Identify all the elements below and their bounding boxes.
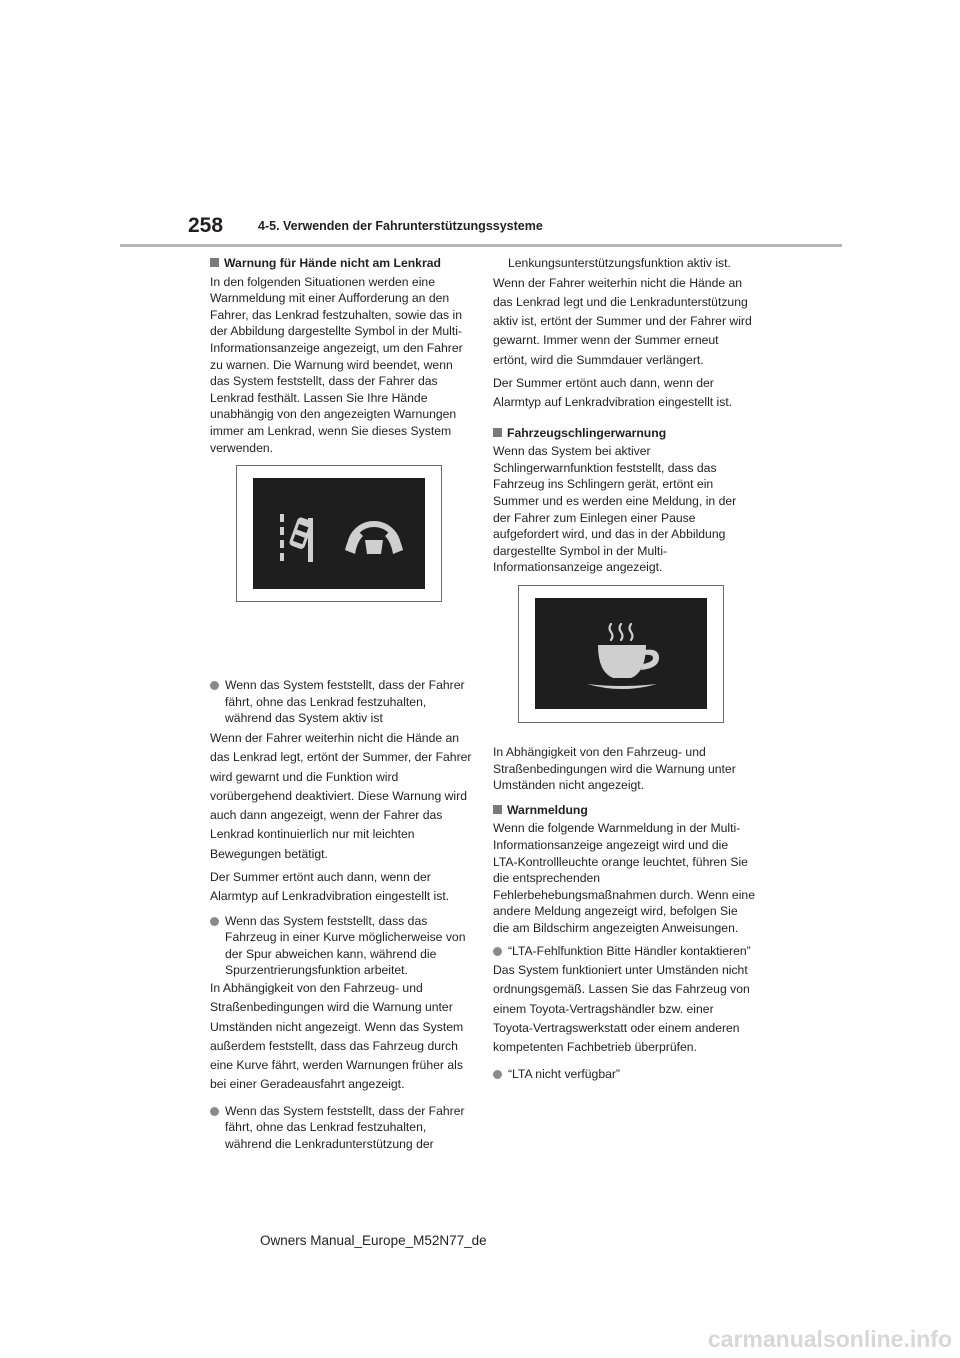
page-number: 258 xyxy=(188,214,224,237)
left-column xyxy=(210,255,472,1153)
display-screen xyxy=(535,598,707,709)
list-item xyxy=(493,1066,755,1083)
square-bullet-icon xyxy=(493,428,502,437)
list-item-text: Wenn das System feststellt, dass der Fahrer fährt, ohne das Lenkrad festzuhalten, während die Lenkradunterstützung der xyxy=(225,1103,465,1151)
round-bullet-icon xyxy=(210,1107,219,1116)
paragraph-continued: Lenkungsunterstützungsfunktion aktiv ist. xyxy=(508,256,731,270)
list-item xyxy=(210,1103,472,1153)
watermark: carmanualsonline.info xyxy=(707,1326,952,1352)
paragraph: In Abhängigkeit von den Fahrzeug- und Straßenbedingungen wird die Warnung unter Umständen nicht angezeigt. xyxy=(493,745,736,793)
paragraph: In Abhängigkeit von den Fahrzeug- und Straßenbedingungen wird die Warnung unter Umständen nicht angezeigt. Wenn das System außerdem feststellt, dass das Fahrzeug durch eine Kurve fährt, werden Warnungen früher als bei einer Geradeausfahrt angezeigt. xyxy=(210,980,464,1092)
header-divider xyxy=(120,244,842,247)
heading-text: Warnmeldung xyxy=(507,802,588,817)
square-bullet-icon xyxy=(210,258,219,267)
footer-document-id: Owners Manual_Europe_M52N77_de xyxy=(260,1233,487,1248)
list-item xyxy=(493,943,755,960)
list-item xyxy=(210,677,472,727)
round-bullet-icon xyxy=(210,681,219,690)
heading-warning-message xyxy=(493,802,755,819)
figure-hands-off-display xyxy=(236,465,442,602)
list-item-text: “LTA-Fehlfunktion Bitte Händler kontaktieren” xyxy=(508,943,751,958)
round-bullet-icon xyxy=(210,917,219,926)
section-title: 4-5. Verwenden der Fahrunterstützungssysteme xyxy=(258,219,543,233)
list-item-text: “LTA nicht verfügbar” xyxy=(508,1066,620,1081)
paragraph: Das System funktioniert unter Umständen nicht ordnungsgemäß. Lassen Sie das Fahrzeug von einem Toyota-Vertragshändler bzw. einer Toyota-Vertragswerkstatt oder einem anderen kompetenten Fachbetrieb überprüfen. xyxy=(493,963,750,1055)
round-bullet-icon xyxy=(493,947,502,956)
paragraph: Wenn das System bei aktiver Schlingerwarnfunktion feststellt, dass das Fahrzeug ins Schlingern gerät, ertönt ein Summer und es werden eine Meldung, in der der Fahrer zum Einlegen einer Pause aufgefordert wird, und das in der Abbildung dargestellte Symbol in der Multi-Informationsanzeige angezeigt. xyxy=(493,444,737,575)
figure-sway-warning-display xyxy=(518,585,724,723)
heading-text: Warnung für Hände nicht am Lenkrad xyxy=(224,256,441,270)
heading-text: Fahrzeugschlingerwarnung xyxy=(507,425,667,440)
square-bullet-icon xyxy=(493,805,502,814)
list-item xyxy=(210,913,472,979)
list-item-text: Wenn das System feststellt, dass das Fahrzeug in einer Kurve möglicherweise von der Spur abweichen kann, während die Spurzentrierungsfunktion arbeitet. xyxy=(225,913,466,978)
coffee-cup-icon xyxy=(535,598,707,709)
paragraph: Der Summer ertönt auch dann, wenn der Alarmtyp auf Lenkradvibration eingestellt ist. xyxy=(493,376,733,410)
intro-paragraph: In den folgenden Situationen werden eine Warnmeldung mit einer Aufforderung an den Fahrer, das Lenkrad festzuhalten, sowie das in der Abbildung dargestellte Symbol in der Multi-Informationsanzeige angezeigt, um den Fahrer zu warnen. Die Warnung wird beendet, wenn das System feststellt, dass der Fahrer das Lenkrad festhält. Lassen Sie Ihre Hände unabhängig von den angezeigten Warnungen immer am Lenkrad, wenn Sie dieses System verwenden. xyxy=(210,274,463,455)
steering-wheel-hands-icon xyxy=(253,478,425,589)
paragraph: Wenn der Fahrer weiterhin nicht die Hände an das Lenkrad legt und die Lenkradunterstützung aktiv ist, ertönt der Summer und der Fahrer wird gewarnt. Immer wenn der Summer erneut ertönt, wird die Summdauer verlängert. xyxy=(493,275,752,367)
paragraph: Wenn die folgende Warnmeldung in der Multi-Informationsanzeige angezeigt wird und die LTA-Kontrollleuchte orange leuchtet, führen Sie die entsprechenden Fehlerbehebungsmaßnahmen durch. Wenn eine andere Meldung angezeigt wird, befolgen Sie die am Bildschirm angezeigten Anweisungen. xyxy=(493,821,755,935)
round-bullet-icon xyxy=(493,1070,502,1079)
paragraph: Wenn der Fahrer weiterhin nicht die Hände an das Lenkrad legt, ertönt der Summer, der Fahrer wird gewarnt und die Funktion wird vorübergehend deaktiviert. Diese Warnung wird auch dann angezeigt, wenn der Fahrer das Lenkrad kontinuierlich nur mit leichten Bewegungen betätigt. xyxy=(210,730,472,861)
paragraph: Der Summer ertönt auch dann, wenn der Alarmtyp auf Lenkradvibration eingestellt ist. xyxy=(210,869,450,904)
display-screen xyxy=(253,478,425,589)
heading-sway-warning xyxy=(493,425,755,442)
list-item-text: Wenn das System feststellt, dass der Fahrer fährt, ohne das Lenkrad festzuhalten, während das System aktiv ist xyxy=(225,678,465,726)
heading-hands-off-warning xyxy=(210,255,472,272)
